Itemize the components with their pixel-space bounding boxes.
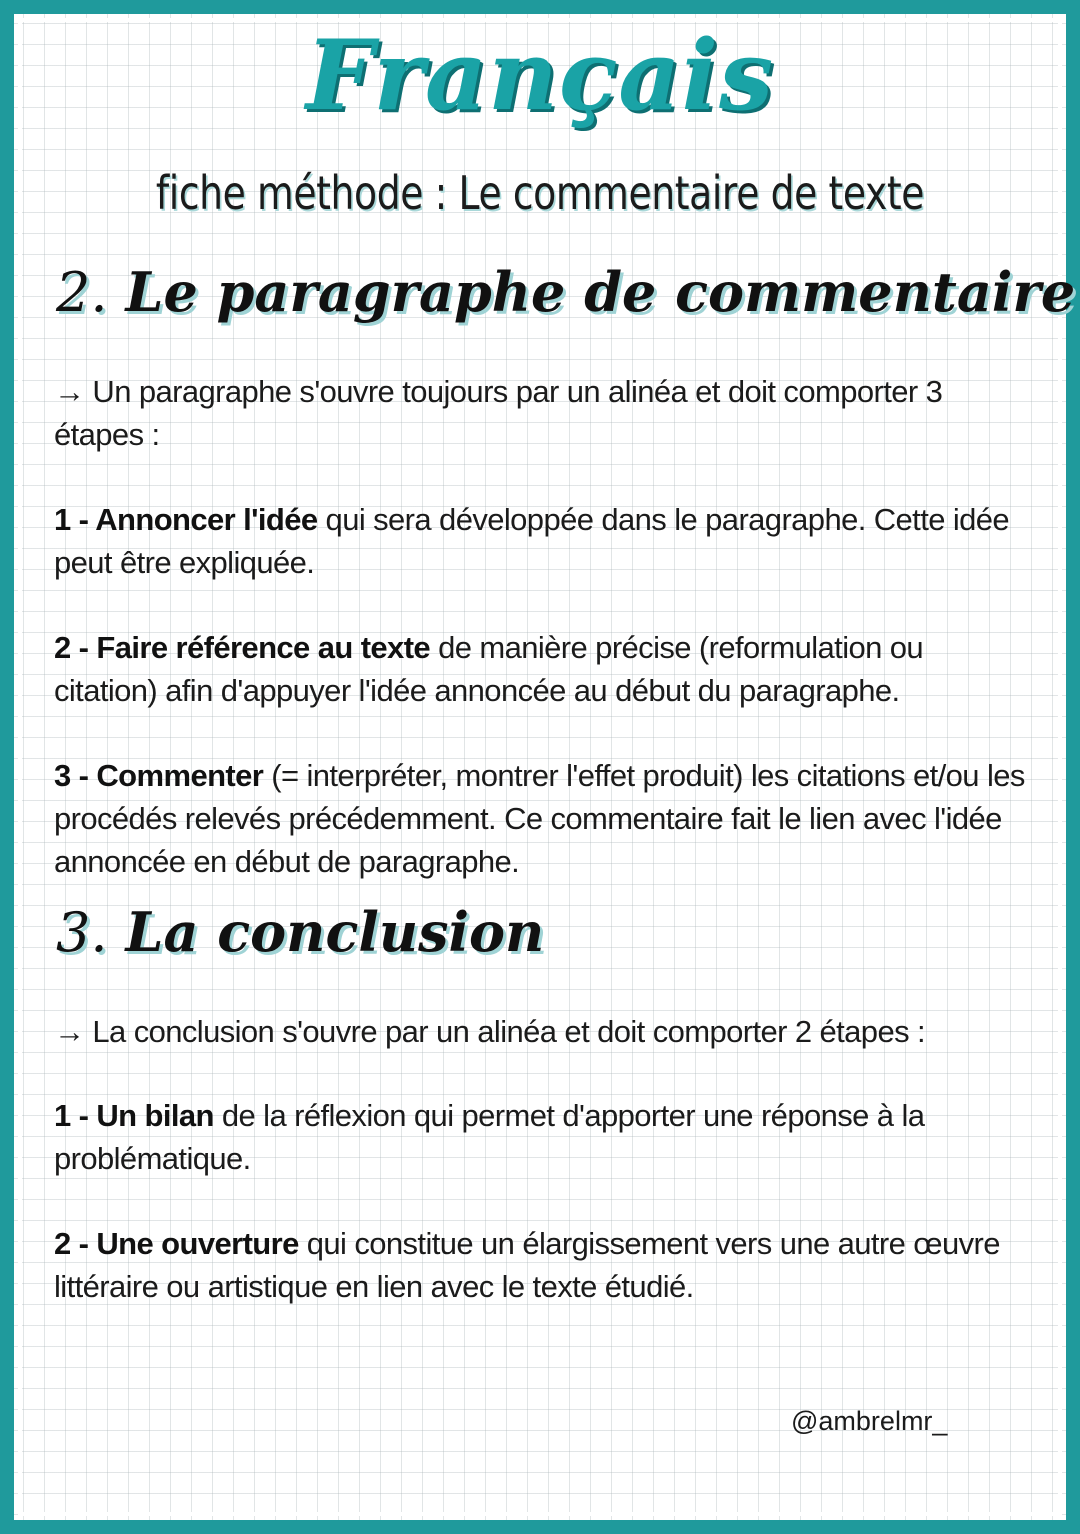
step-title: 3 - Commenter [54, 758, 264, 793]
step-text: de manière précise (reformulation ou citation) afin d'appuyer l'idée annoncée au début du paragraphe. [54, 630, 924, 708]
section-number: 3. [56, 901, 108, 964]
step-text: (= interpréter, montrer l'effet produit) les citations et/ou les procédés relevés précédemment. Ce commentaire fait le lien avec l'idée annoncée en début de paragraphe. [54, 758, 1025, 879]
arrow-right-icon: → [54, 1014, 85, 1049]
page-subtitle: fiche méthode : Le commentaire de texte [155, 166, 925, 220]
step-title: 2 - Une ouverture [54, 1226, 299, 1261]
section-heading-text: Le paragraphe de commentaire [125, 260, 1076, 324]
section-heading-text: La conclusion [125, 900, 545, 964]
step-item [54, 498, 1026, 584]
step-text: qui sera développée dans le paragraphe. Cette idée peut être expliquée. [54, 502, 1010, 580]
step-item [54, 1094, 1026, 1180]
arrow-right-icon: → [54, 374, 85, 409]
step-title: 1 - Un bilan [54, 1098, 214, 1133]
intro-text: La conclusion s'ouvre par un alinéa et doit comporter 2 étapes : [92, 1014, 926, 1049]
intro-text: Un paragraphe s'ouvre toujours par un alinéa et doit comporter 3 étapes : [54, 374, 943, 452]
section-number: 2. [56, 261, 108, 324]
page-title: Français [305, 19, 775, 132]
grid-paper-sheet [14, 14, 1076, 1520]
section-heading-conclusion [56, 900, 544, 964]
step-text: qui constitue un élargissement vers une autre œuvre littéraire ou artistique en lien avec le texte étudié. [54, 1226, 1000, 1304]
step-title: 1 - Annoncer l'idée [54, 502, 318, 537]
step-item [54, 1222, 1026, 1308]
section-intro [54, 370, 1026, 456]
step-item [54, 754, 1026, 883]
section-heading-paragraphe [56, 260, 1075, 324]
section-intro [54, 1010, 1026, 1053]
step-title: 2 - Faire référence au texte [54, 630, 431, 665]
step-item [54, 626, 1026, 712]
author-credit: @ambrelmr_ [791, 1406, 948, 1436]
step-text: de la réflexion qui permet d'apporter une réponse à la problématique. [54, 1098, 925, 1176]
